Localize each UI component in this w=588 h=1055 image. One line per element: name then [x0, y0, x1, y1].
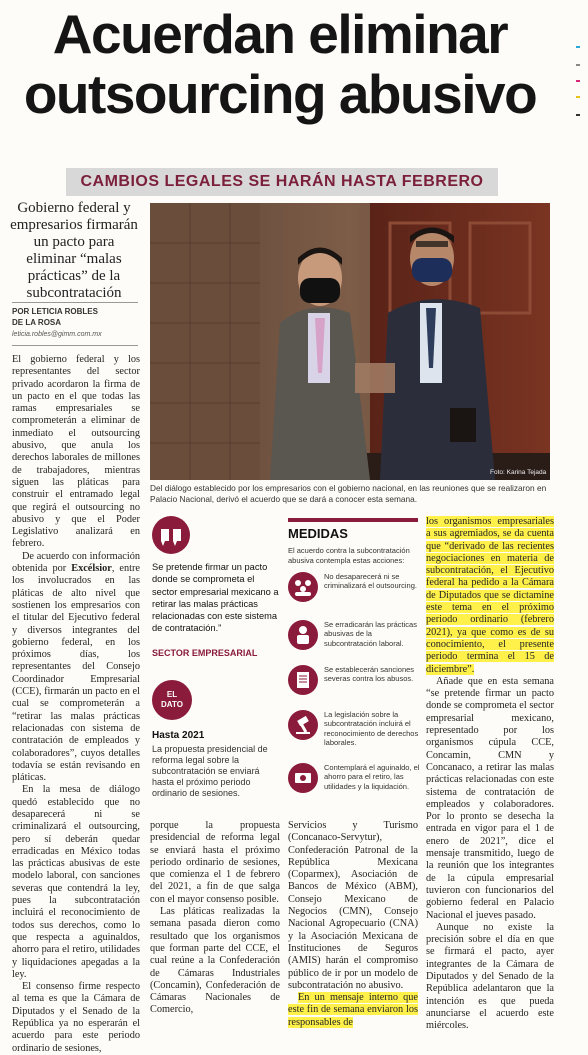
col1-p2-part-a: De acuerdo con información obtenida por: [12, 550, 140, 575]
col4-paragraph-2: Añade que en esta semana “se pretende firmar un pacto donde se comprometa el sector empresarial mexicano, representado por los organismos cúpula CCE, Concamin, CMN y Concanaco, a retirar las malas prácticas relacionadas con este sistema de contratación de empleados y colaboradores. Por lo pronto se desecha la entrada en vigor para el 1 de enero de 2021”, dice el mensaje transmitido, luego de la reunión que los integrantes de la cúpula empresarial tuvieron con funcionarios del gobierno federal en Palacio Nacional el jueves pasado.: [426, 675, 554, 921]
pull-quote: Se pretende firmar un pacto donde se comprometa el sector empresarial mexicano a retirar las malas prácticas relacionadas con este sistema de contratación.”: [152, 562, 279, 634]
col3-paragraph-2: [288, 992, 418, 1029]
money-icon: [288, 763, 318, 793]
column-1: [12, 354, 140, 1055]
gavel-icon: [288, 710, 318, 740]
document-icon: [288, 665, 318, 695]
deck-divider: [12, 302, 138, 303]
medidas-title: MEDIDAS: [288, 526, 348, 541]
medidas-intro: El acuerdo contra la subcontratación abusiva contempla estas acciones:: [288, 546, 410, 565]
el-dato-badge: [152, 680, 192, 720]
subheadline: CAMBIOS LEGALES SE HARÁN HASTA FEBRERO: [66, 168, 498, 196]
col1-paragraph-2: [12, 551, 140, 785]
author-email: leticia.robles@gimm.com.mx: [12, 331, 102, 338]
col1-p2-source: Excélsior: [71, 563, 112, 575]
worker-icon: [288, 620, 318, 650]
article-photo: [150, 203, 550, 480]
quote-mark-icon: [152, 516, 190, 554]
medidas-item: [288, 663, 420, 711]
col4-paragraph-3: Aunque no existe la precisión sobre el día en que se firmará el pacto, ayer integrantes de la Cámara de Diputados y del Senado de la República adelantaron que la intención es que pueda anunciarse el acuerdo este miércoles.: [426, 921, 554, 1032]
col4-highlighted-text: los organismos empresariales a sus agremiados, se da cuenta que “derivado de las recientes negociaciones en materia de subcontratación, el Ejecutivo federal ha pedido a la Cámara de Diputados que se dictamine este tema en el próximo periodo ordinario (febrero 2021), ya que como es de su conocimiento, el presente periodo termina el 15 de diciembre”.: [426, 516, 554, 675]
headline-line-2: outsourcing abusivo: [23, 63, 537, 125]
medidas-item-text: Contemplará el aguinaldo, el ahorro para el retiro, las utilidades y la liquidación.: [324, 763, 420, 791]
col3-paragraph-1: Servicios y Turismo (Concanaco-Servytur), Confederación Patronal de la República Mexicana (Coparmex), Asociación de Bancos de México (ABM), Consejo Mexicano de Negocios (CMN), Consejo Nacional Agropecuario (CNA) y la Asociación Mexicana de Instituciones de Seguros (AMIS) harán el compromiso público de ir por un modelo de subcontratación no abusivo.: [288, 820, 418, 991]
medidas-item-text: Se establecerán sanciones severas contra los abusos.: [324, 665, 415, 684]
el-dato-badge-line-1: EL: [166, 690, 178, 699]
medidas-item: [288, 708, 420, 756]
medidas-accent-bar: [288, 518, 418, 522]
people-group-icon: [288, 572, 318, 602]
col3-highlighted-text: En un mensaje interno que este fin de semana enviaron los responsables de: [288, 992, 418, 1028]
photo-credit: Foto: Karina Tejada: [490, 469, 547, 476]
quote-icon: [152, 516, 190, 554]
medidas-item-text: Se erradicarán las prácticas abusivas de la subcontratación laboral.: [324, 620, 417, 648]
byline-divider: [12, 345, 138, 346]
medidas-item-text: No desaparecerá ni se criminalizará el outsourcing.: [324, 572, 417, 591]
col1-paragraph-1: El gobierno federal y los representantes del sector privado acordaron la firma de un pacto en el que todas las ramas empresariales se comprometerán a eliminar de inmediato el outsourcing abusivo, que anula los derechos laborales de millones de trabajadores, mientras siguen las pláticas para construir el entramado legal que regirá el outsourcing no abusivo y que el Poder Legislativo analizará en febrero.: [12, 354, 140, 550]
photo-illustration: [150, 203, 550, 480]
col2-paragraph-1: porque la propuesta presidencial de reforma legal se enviará hasta el próximo periodo ordinario de sesiones, que comienza el 1 de febrero del 2021, a fin de que salga con el mayor consenso posible.: [150, 820, 280, 905]
pull-quote-source: SECTOR EMPRESARIAL: [152, 648, 258, 658]
dato-text: La propuesta presidencial de reforma legal sobre la subcontratación se enviará hasta el próximo periodo ordinario de sesiones.: [152, 744, 268, 798]
byline-line-1: POR LETICIA ROBLES: [12, 307, 98, 316]
margin-color-marks: [572, 38, 586, 128]
medidas-item: [288, 761, 420, 809]
byline: [12, 306, 140, 328]
photo-caption: Del diálogo establecido por los empresarios con el gobierno nacional, en las reuniones que se realizaron en Palacio Nacional, derivó el acuerdo que se dará a conocer esta semana.: [150, 483, 547, 504]
column-2: [150, 820, 280, 1017]
column-3: [288, 820, 418, 1029]
headline: [0, 4, 560, 124]
medidas-item: [288, 570, 420, 618]
dato-title: Hasta 2021: [152, 730, 205, 741]
article-deck: Gobierno federal y empresarios firmarán un pacto para eliminar “malas prácticas” de la subcontratación: [10, 200, 138, 301]
column-4: [426, 516, 554, 1032]
el-dato-badge-line-2: DATO: [161, 700, 183, 709]
headline-line-1: Acuerdan eliminar: [52, 3, 508, 65]
col1-paragraph-4: El consenso firme respecto al tema es que la Cámara de Diputados y el Senado de la República ya no esperarán el acuerdo para este periodo ordinario de sesiones,: [12, 981, 140, 1054]
col1-p2-part-c: , entre los involucrados en las pláticas de alto nivel que sostienen los empresarios con el titular del Ejecutivo federal y diversos integrantes del gobierno federal, en los próximos días, los representantes del Consejo Coordinador Empresarial (CCE), firmarán un pacto en el cual se comprometerán a “retirar las malas prácticas relacionadas con sistema de contratación de empleados y colaboradores”, cuyos detalles todavía se están revisando en pláticas.: [12, 563, 140, 784]
col2-paragraph-2: Las pláticas realizadas la semana pasada dieron como resultado que los organismos que forman parte del CCE, el cual reúne a la Confederación de Cámaras Industriales (Concamin), Confederación de Cámaras Nacionales de Comercio,: [150, 906, 280, 1016]
byline-line-2: DE LA ROSA: [12, 318, 62, 327]
col4-paragraph-1: [426, 516, 554, 676]
medidas-item: [288, 618, 420, 666]
medidas-item-text: La legislación sobre la subcontratación incluirá el reconocimiento de derechos laborales.: [324, 710, 419, 747]
col1-paragraph-3: En la mesa de diálogo quedó establecido que no desaparecerá ni se criminalizará el outsourcing, pero sí deberán quedar erradicadas en México todas las prácticas abusivas de este modelo laboral, con sanciones severas que contendrá la ley, pues la subcontratación incluirá el reconocimiento de todos sus derechos, como lo que respecta a aguinaldos, ahorro para el retiro, utilidades y liquidaciones apegadas a la ley.: [12, 784, 140, 980]
